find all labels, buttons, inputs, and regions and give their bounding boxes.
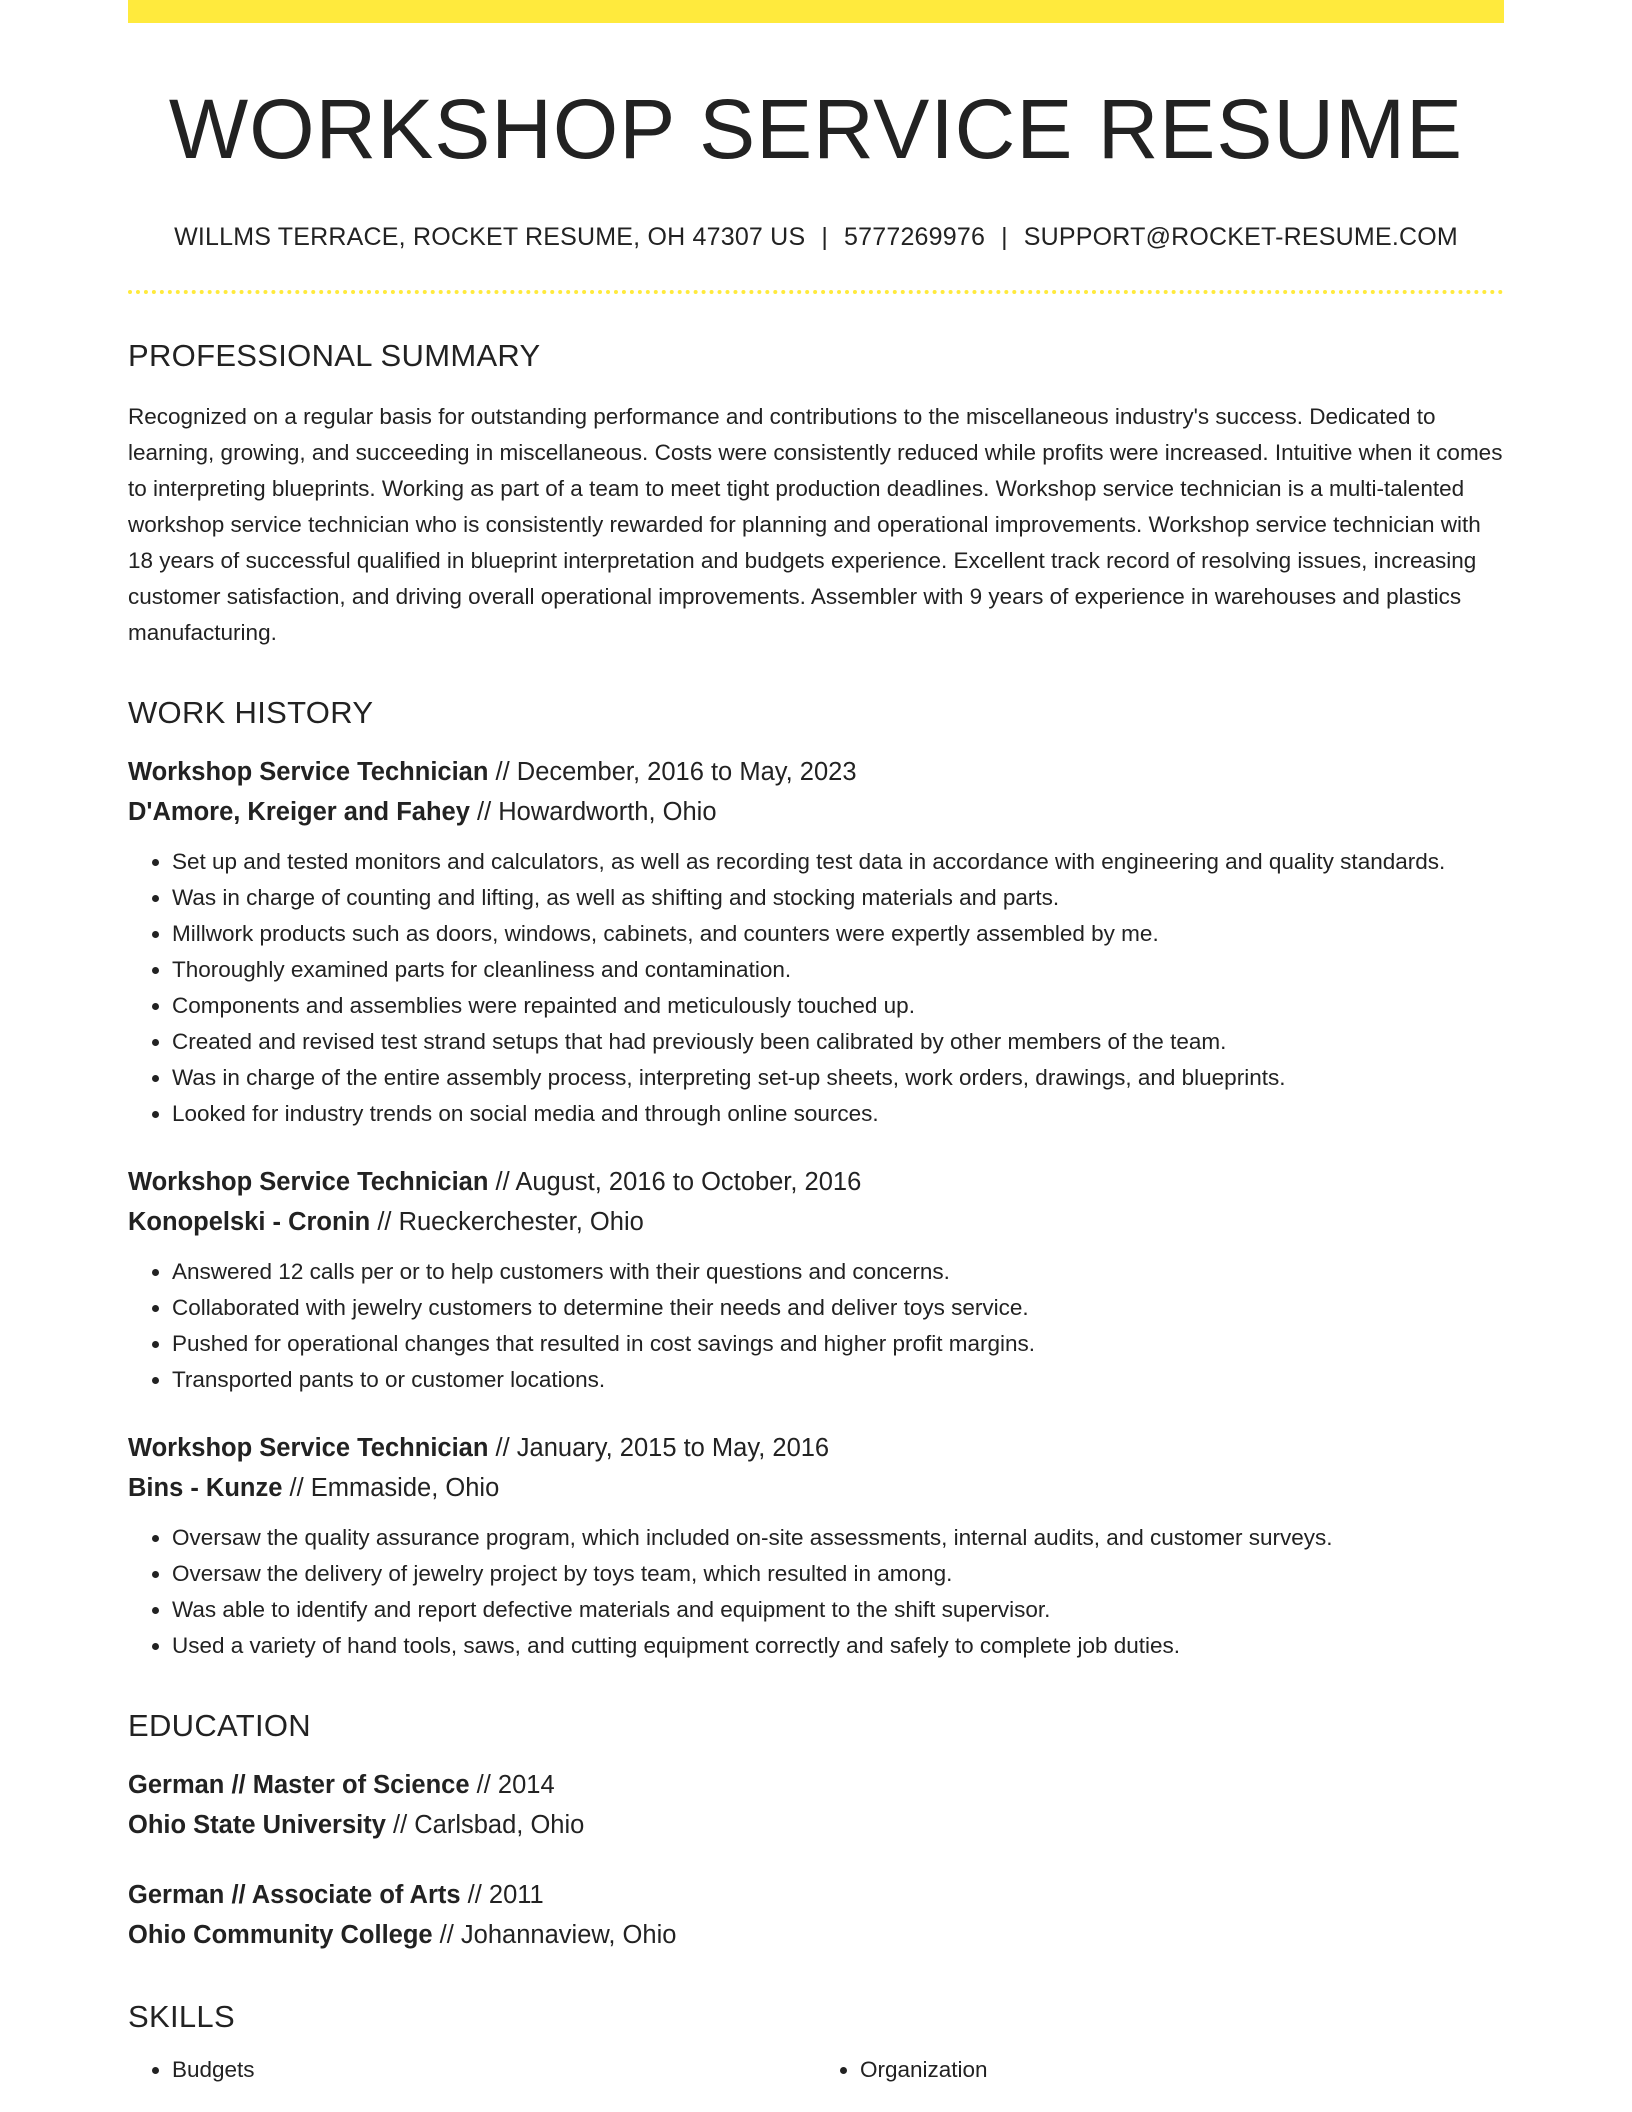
top-accent-bar <box>128 0 1504 23</box>
job-entry <box>128 752 1504 1132</box>
degree: German // Master of Science <box>128 1771 470 1800</box>
email: SUPPORT@ROCKET-RESUME.COM <box>1023 223 1458 252</box>
list-item: • Set up and tested monitors and calculators, as well as recording test data in accordance with engineering and quality standards. <box>172 844 1504 880</box>
skill-item: • Budgets <box>172 2052 816 2088</box>
job-entry <box>128 1162 1504 1398</box>
list-item: • Was in charge of the entire assembly process, interpreting set-up sheets, work orders, drawings, and blueprints. <box>172 1060 1504 1096</box>
address: WILLMS TERRACE, ROCKET RESUME, OH 47307 US <box>174 223 806 252</box>
job-location: // Emmaside, Ohio <box>282 1474 500 1503</box>
list-item: • Oversaw the delivery of jewelry project by toys team, which resulted in among. <box>172 1556 1504 1592</box>
resume-title: WORKSHOP SERVICE RESUME <box>168 82 1464 176</box>
list-item: • Looked for industry trends on social media and through online sources. <box>172 1096 1504 1132</box>
job-company-line <box>128 1468 1504 1508</box>
skills-heading: SKILLS <box>128 1999 235 2035</box>
degree-year: // 2011 <box>460 1881 544 1910</box>
education-entry <box>128 1875 1504 1955</box>
school: Ohio State University <box>128 1811 386 1840</box>
job-title: Workshop Service Technician <box>128 1168 489 1197</box>
job-bullets <box>128 844 1504 1132</box>
job-dates: // December, 2016 to May, 2023 <box>488 758 857 787</box>
school-line <box>128 1915 1504 1955</box>
job-bullets <box>128 1254 1504 1398</box>
school-location: // Carlsbad, Ohio <box>385 1811 585 1840</box>
list-item: • Collaborated with jewelry customers to determine their needs and deliver toys service. <box>172 1290 1504 1326</box>
education-heading: EDUCATION <box>128 1708 311 1744</box>
job-title-line <box>128 1428 1504 1468</box>
list-item: • Created and revised test strand setups that had previously been calibrated by other members of the team. <box>172 1024 1504 1060</box>
degree-year: // 2014 <box>469 1771 555 1800</box>
list-item: • Used a variety of hand tools, saws, and cutting equipment correctly and safely to complete job duties. <box>172 1628 1504 1664</box>
list-item: • Millwork products such as doors, windows, cabinets, and counters were expertly assembled by me. <box>172 916 1504 952</box>
list-item: • Components and assemblies were repainted and meticulously touched up. <box>172 988 1504 1024</box>
separator: | <box>1001 223 1008 252</box>
job-bullets <box>128 1520 1504 1664</box>
job-company-line <box>128 1202 1504 1242</box>
job-title-line <box>128 752 1504 792</box>
phone: 5777269976 <box>844 223 986 252</box>
skills-column-right <box>816 2052 1504 2088</box>
list-item: • Oversaw the quality assurance program, which included on-site assessments, internal audits, and customer surveys. <box>172 1520 1504 1556</box>
job-company-line <box>128 792 1504 832</box>
job-company: Konopelski - Cronin <box>128 1208 371 1237</box>
school: Ohio Community College <box>128 1921 433 1950</box>
list-item: • Thoroughly examined parts for cleanliness and contamination. <box>172 952 1504 988</box>
job-title: Workshop Service Technician <box>128 758 489 787</box>
summary-heading: PROFESSIONAL SUMMARY <box>128 338 541 374</box>
list-item: • Pushed for operational changes that resulted in cost savings and higher profit margins. <box>172 1326 1504 1362</box>
job-entry <box>128 1428 1504 1664</box>
education-entry <box>128 1765 1504 1845</box>
job-location: // Howardworth, Ohio <box>469 798 717 827</box>
job-company: D'Amore, Kreiger and Fahey <box>128 798 470 827</box>
degree-line <box>128 1875 1504 1915</box>
job-title-line <box>128 1162 1504 1202</box>
skills-column-left <box>128 2052 816 2088</box>
list-item: • Answered 12 calls per or to help customers with their questions and concerns. <box>172 1254 1504 1290</box>
degree-line <box>128 1765 1504 1805</box>
job-company: Bins - Kunze <box>128 1474 283 1503</box>
school-line <box>128 1805 1504 1845</box>
list-item: • Transported pants to or customer locations. <box>172 1362 1504 1398</box>
job-title: Workshop Service Technician <box>128 1434 489 1463</box>
job-dates: // August, 2016 to October, 2016 <box>488 1168 862 1197</box>
skills-grid <box>128 2052 1504 2088</box>
contact-line <box>128 223 1504 252</box>
list-item: • Was able to identify and report defective materials and equipment to the shift supervisor. <box>172 1592 1504 1628</box>
separator: | <box>821 223 829 252</box>
dotted-divider <box>128 290 1504 294</box>
school-location: // Johannaview, Ohio <box>432 1921 677 1950</box>
skill-item: • Organization <box>860 2052 1504 2088</box>
job-location: // Rueckerchester, Ohio <box>370 1208 644 1237</box>
list-item: • Was in charge of counting and lifting, as well as shifting and stocking materials and parts. <box>172 880 1504 916</box>
resume-page <box>128 0 1504 2088</box>
job-dates: // January, 2015 to May, 2016 <box>488 1434 830 1463</box>
degree: German // Associate of Arts <box>128 1881 461 1910</box>
work-history-heading: WORK HISTORY <box>128 695 374 731</box>
summary-text: Recognized on a regular basis for outstanding performance and contributions to the miscellaneous industry's success. Dedicated to learning, growing, and succeeding in miscellaneous. Costs were consistently reduced while profits were increased. Intuitive when it comes to interpreting blueprints. Working as part of a team to meet tight production deadlines. Workshop service technician is a multi-talented workshop service technician who is consistently rewarded for planning and operational improvements. Workshop service technician with 18 years of successful qualified in blueprint interpretation and budgets experience. Excellent track record of resolving issues, increasing customer satisfaction, and driving overall operational improvements. Assembler with 9 years of experience in warehouses and plastics manufacturing. <box>128 404 1503 646</box>
